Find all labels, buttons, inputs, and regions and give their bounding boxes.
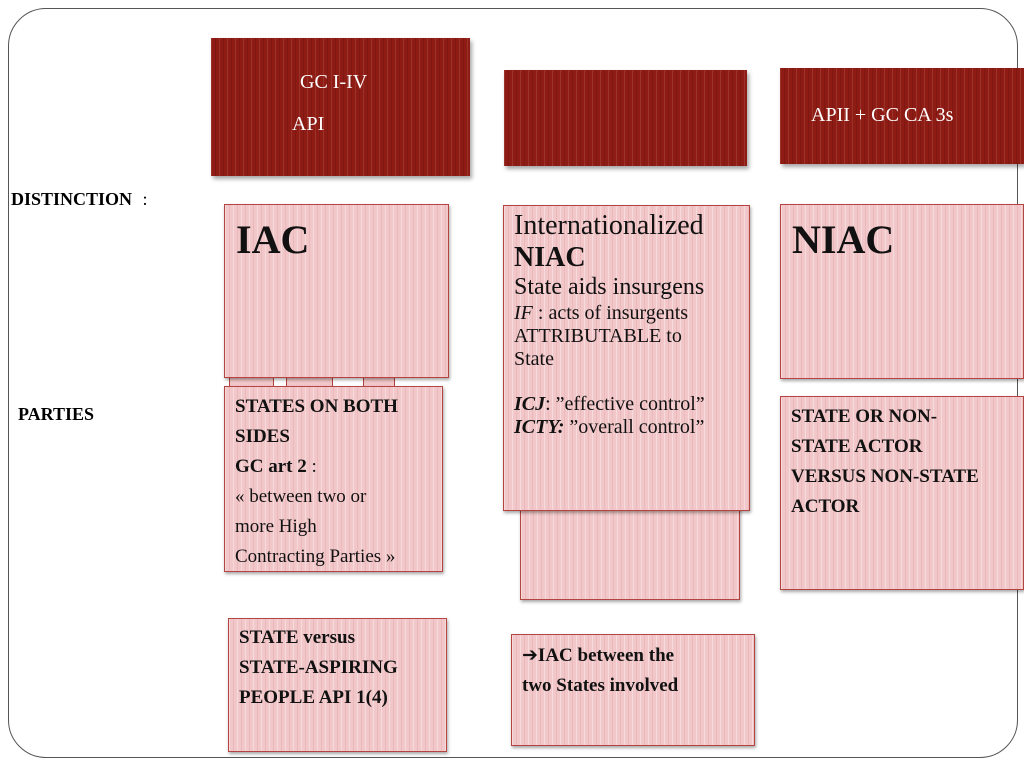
state-aspiring-box bbox=[228, 618, 447, 752]
header-gc-text: GC I-IV bbox=[300, 71, 368, 93]
result-line2: two States involved bbox=[522, 675, 679, 696]
state-aids-line: State aids insurgens bbox=[514, 274, 705, 301]
icty-label: ICTY: bbox=[514, 415, 565, 438]
distinction-label: DISTINCTION : bbox=[11, 189, 148, 209]
iac-gc-art-line: GC art 2 : bbox=[235, 456, 317, 477]
niac-parties-line3: VERSUS NON-STATE bbox=[791, 466, 979, 487]
iac-parties-line1: STATES ON BOTH bbox=[235, 396, 398, 417]
iac-title: IAC bbox=[236, 217, 310, 262]
iac-quote-line2: more High bbox=[235, 516, 317, 537]
attributable-line: ATTRIBUTABLE to bbox=[514, 324, 682, 347]
iac-box bbox=[224, 204, 449, 378]
niac-parties-line1: STATE OR NON- bbox=[791, 406, 938, 427]
icty-line: ICTY: ”overall control” bbox=[514, 415, 705, 438]
niac-box bbox=[780, 204, 1024, 379]
internationalized-title: Internationalized bbox=[514, 210, 704, 241]
header-box-gc-api bbox=[211, 38, 470, 176]
header-box-middle bbox=[504, 70, 747, 166]
niac-title: NIAC bbox=[792, 217, 895, 262]
if-label: IF bbox=[514, 301, 533, 324]
niac-parties-box bbox=[780, 396, 1024, 590]
gc-art-label: GC art 2 bbox=[235, 456, 307, 477]
icj-line: ICJ: ”effective control” bbox=[514, 392, 705, 415]
internationalized-box bbox=[503, 205, 750, 511]
iac-parties-box bbox=[224, 386, 443, 572]
arrow-right-icon: ➔ bbox=[522, 644, 538, 666]
aspiring-line1: STATE versus bbox=[239, 627, 355, 648]
aspiring-line3: PEOPLE API 1(4) bbox=[239, 687, 388, 708]
aspiring-line2: STATE-ASPIRING bbox=[239, 657, 398, 678]
niac-parties-line2: STATE ACTOR bbox=[791, 436, 923, 457]
if-line: IF : acts of insurgents bbox=[514, 301, 689, 324]
iac-parties-line2: SIDES bbox=[235, 426, 290, 447]
result-line1: ➔IAC between the bbox=[522, 644, 675, 666]
icj-label: ICJ bbox=[514, 392, 546, 415]
state-line: State bbox=[514, 347, 554, 370]
parties-label: PARTIES bbox=[18, 404, 95, 424]
internationalized-back-box bbox=[520, 506, 740, 600]
header-box-apii bbox=[780, 68, 1024, 164]
header-apii-text: APII + GC CA 3s bbox=[811, 104, 954, 126]
internationalized-niac: NIAC bbox=[514, 242, 586, 274]
niac-parties-line4: ACTOR bbox=[791, 496, 860, 517]
iac-quote-line3: Contracting Parties » bbox=[235, 546, 396, 567]
header-api-text: API bbox=[292, 113, 325, 135]
iac-quote-line1: « between two or bbox=[235, 486, 367, 507]
iac-result-box bbox=[511, 634, 755, 746]
